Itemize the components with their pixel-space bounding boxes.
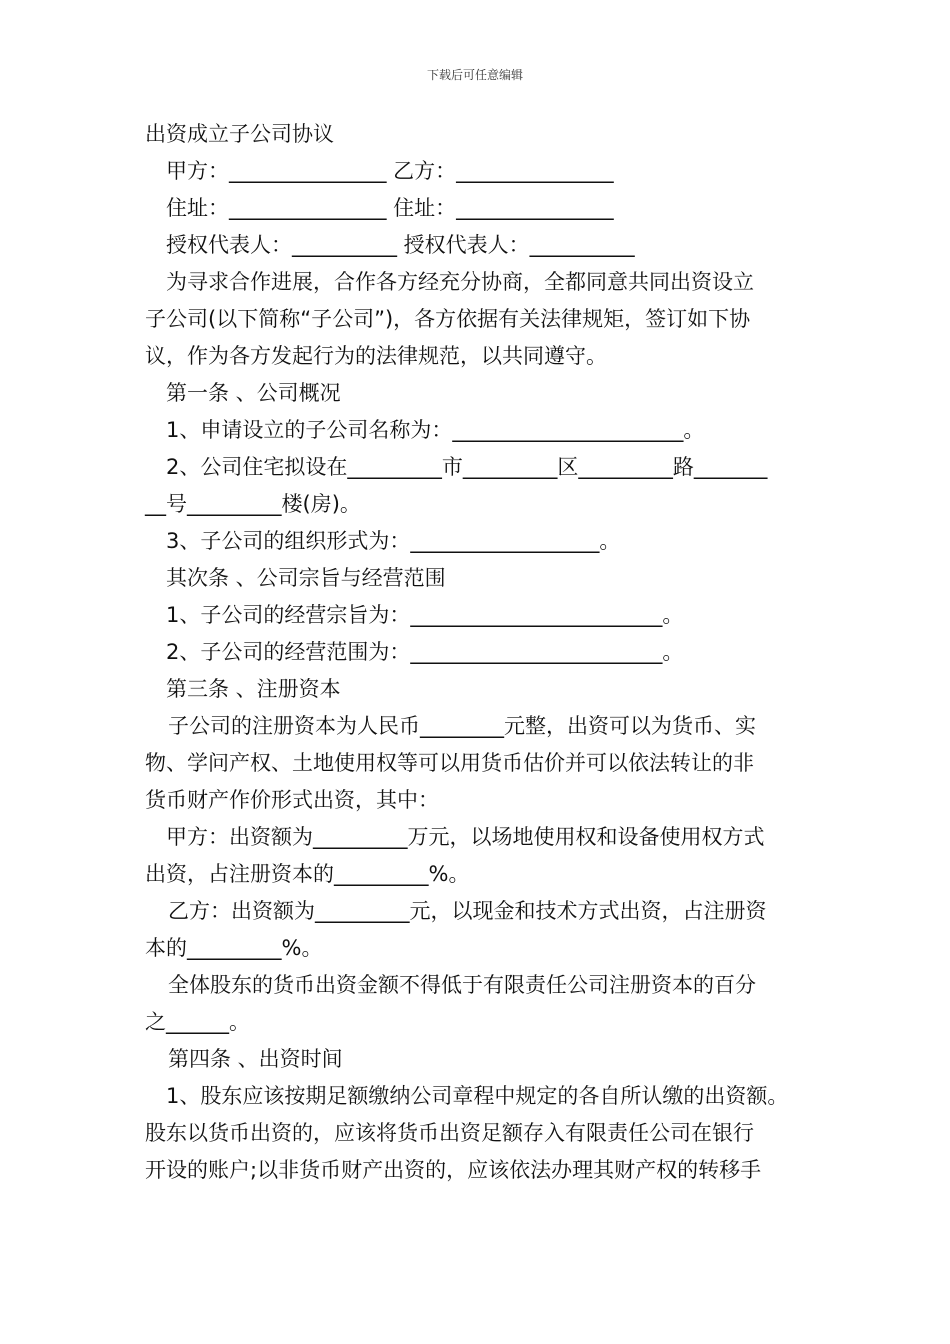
document-line: 子公司的注册资本为人民币________元整，出资可以为货币、实 — [168, 714, 756, 738]
document-line: 2、公司住宅拟设在_________市_________区_________路_______ — [166, 455, 768, 479]
document-line: 其次条 、公司宗旨与经营范围 — [166, 566, 446, 590]
document-title: 出资成立子公司协议 — [145, 122, 334, 146]
document-line: 甲方：_______________ 乙方：_______________ — [166, 159, 614, 183]
document-line: 3、子公司的组织形式为：__________________。 — [166, 529, 621, 553]
document-line: 第一条 、公司概况 — [166, 381, 341, 405]
document-line: 1、子公司的经营宗旨为：________________________。 — [166, 603, 684, 627]
document-line: 开设的账户;以非货币财产出资的，应该依法办理其财产权的转移手 — [145, 1158, 762, 1182]
document-line: __号_________楼(房)。 — [145, 492, 361, 516]
document-line: 股东以货币出资的，应该将货币出资足额存入有限责任公司在银行 — [145, 1121, 754, 1145]
document-line: 货币财产作价形式出资，其中： — [145, 788, 439, 812]
document-line: 1、申请设立的子公司名称为：______________________。 — [166, 418, 705, 442]
document-line: 之______。 — [145, 1010, 250, 1034]
document-line: 第四条 、出资时间 — [168, 1047, 343, 1071]
document-line: 1、股东应该按期足额缴纳公司章程中规定的各自所认缴的出资额。 — [166, 1084, 789, 1108]
document-line: 甲方：出资额为_________万元，以场地使用权和设备使用权方式 — [166, 825, 765, 849]
document-line: 议，作为各方发起行为的法律规范，以共同遵守。 — [145, 344, 607, 368]
page-header-note: 下载后可任意编辑 — [426, 68, 523, 82]
document-line: 2、子公司的经营范围为：________________________。 — [166, 640, 684, 664]
document-line: 本的_________%。 — [145, 936, 323, 960]
document-line: 为寻求合作进展，合作各方经充分协商，全都同意共同出资设立 — [166, 270, 754, 294]
document-line: 子公司(以下简称“子公司”)，各方依据有关法律规矩，签订如下协 — [145, 307, 751, 331]
document-body — [145, 116, 815, 1189]
document-line: 出资，占注册资本的_________%。 — [145, 862, 470, 886]
document-line: 全体股东的货币出资金额不得低于有限责任公司注册资本的百分 — [168, 973, 756, 997]
document-line: 物、学问产权、土地使用权等可以用货币估价并可以依法转让的非 — [145, 751, 754, 775]
document-line: 乙方：出资额为_________元，以现金和技术方式出资，占注册资 — [168, 899, 767, 923]
document-line: 第三条 、注册资本 — [166, 677, 341, 701]
document-line: 授权代表人：__________ 授权代表人：__________ — [166, 233, 635, 257]
document-line: 住址：_______________ 住址：_______________ — [166, 196, 614, 220]
